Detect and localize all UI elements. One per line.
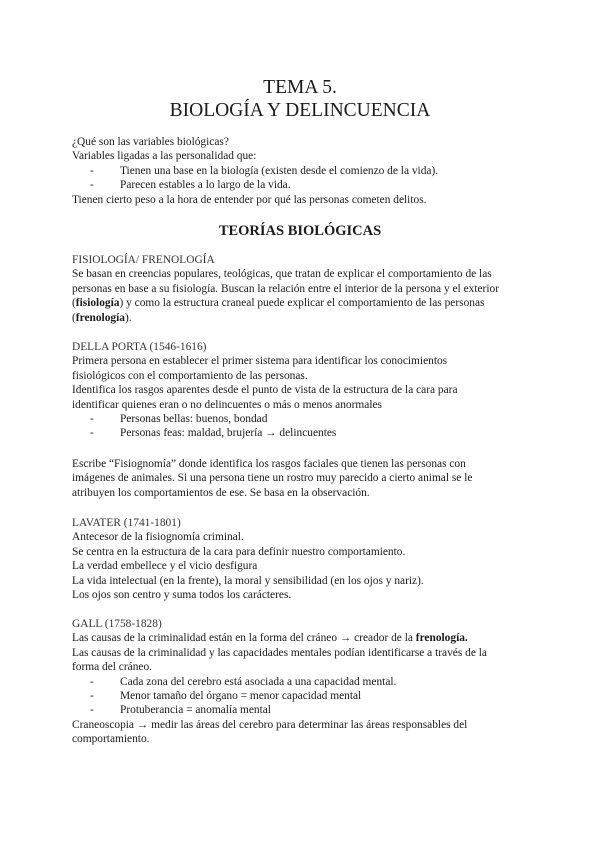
paragraph-line: personas en base a su fisiología. Buscan la relación entre el interior de la persona y el exterior (72, 282, 499, 295)
paragraph-line: Se basan en creencias populares, teológicas, que tratan de explicar el comportamiento de las (72, 268, 492, 281)
page-subtitle: BIOLOGÍA Y DELINCUENCIA (169, 100, 431, 121)
paragraph-line: imágenes de animales. Si una persona tiene un rostro muy parecido a cierto animal se le (72, 472, 473, 485)
paragraph-line: Las causas de la criminalidad están en la forma del cráneo → creador de la frenología. (72, 632, 468, 645)
bullet-dash: - (90, 179, 94, 192)
paragraph-line: atribuyen los comportamientos de ese. Se basa en la observación. (72, 486, 370, 499)
bullet-dash: - (90, 427, 94, 440)
section-title: FISIOLOGÍA/ FRENOLOGÍA (72, 254, 215, 266)
paragraph-line: forma del cráneo. (72, 661, 153, 674)
paragraph-line: identificar quienes eran o no delincuentes o más o menos anormales (72, 398, 382, 411)
lavater-section (72, 516, 532, 602)
gall-section (72, 617, 532, 747)
section-title: LAVATER (1741-1801) (72, 517, 181, 529)
paragraph-line: Escribe “Fisiognomía” donde identifica los rasgos faciales que tienen las personas con (72, 458, 466, 470)
list-item: - Parecen estables a lo largo de la vida. (90, 179, 291, 192)
section-title: GALL (1758-1828) (72, 618, 162, 630)
intro-question: ¿Qué son las variables biológicas? (72, 136, 229, 148)
bullet-dash: - (90, 690, 94, 703)
list-item: - Protuberancia = anomalía mental (90, 704, 271, 717)
intro-section (72, 135, 532, 207)
list-item: - Tienen una base en la biología (existen desde el comienzo de la vida). (90, 164, 439, 177)
section-heading: TEORÍAS BIOLÓGICAS (218, 223, 382, 239)
page-title: TEMA 5. (263, 77, 337, 98)
bullet-dash: - (90, 413, 94, 426)
paragraph-line: Los ojos son centro y suma todos los carácteres. (72, 589, 292, 602)
paragraph-line: Craneoscopia → medir las áreas del cerebro para determinar las áreas responsables del (72, 718, 468, 731)
paragraph-line: fisiológicos con el comportamiento de las personas. (72, 369, 308, 382)
bullet-dash: - (90, 164, 94, 177)
list-item: - Menor tamaño del órgano = menor capacidad mental (90, 690, 362, 703)
paragraph-line: La verdad embellece y el vicio desfigura (72, 560, 258, 573)
bullet-dash: - (90, 675, 94, 688)
paragraph-line: comportamiento. (72, 733, 150, 746)
section-title: DELLA PORTA (1546-1616) (72, 341, 207, 353)
paragraph-line: Las causas de la criminalidad y las capacidades mentales podían identificarse a través de la (72, 646, 487, 659)
list-item: - Personas feas: maldad, brujería → delincuentes (90, 427, 337, 440)
intro-definition: Variables ligadas a las personalidad que: (72, 150, 257, 163)
list-item: - Cada zona del cerebro está asociada a una capacidad mental. (90, 675, 397, 688)
fisiognomia-paragraph (72, 457, 532, 500)
paragraph-line: La vida intelectual (en la frente), la moral y sensibilidad (en los ojos y nariz). (72, 574, 424, 587)
della-porta-section (72, 340, 532, 441)
paragraph-line: Primera persona en establecer el primer sistema para identificar los conocimientos (72, 355, 448, 368)
paragraph-line: Antecesor de la fisiognomía criminal. (72, 531, 244, 544)
list-item: - Personas bellas: buenos, bondad (90, 413, 268, 426)
paragraph-line: (frenología). (72, 311, 132, 324)
paragraph-line: (fisiología) y como la estructura craneal puede explicar el comportamiento de las personas (72, 297, 485, 310)
intro-closing: Tienen cierto peso a la hora de entender por qué las personas cometen delitos. (72, 193, 427, 206)
fisiologia-section (72, 253, 532, 325)
paragraph-line: Se centra en la estructura de la cara para definir nuestro comportamiento. (72, 545, 406, 558)
paragraph-line: Identifica los rasgos aparentes desde el punto de vista de la estructura de la cara para (72, 384, 458, 397)
bullet-dash: - (90, 704, 94, 717)
